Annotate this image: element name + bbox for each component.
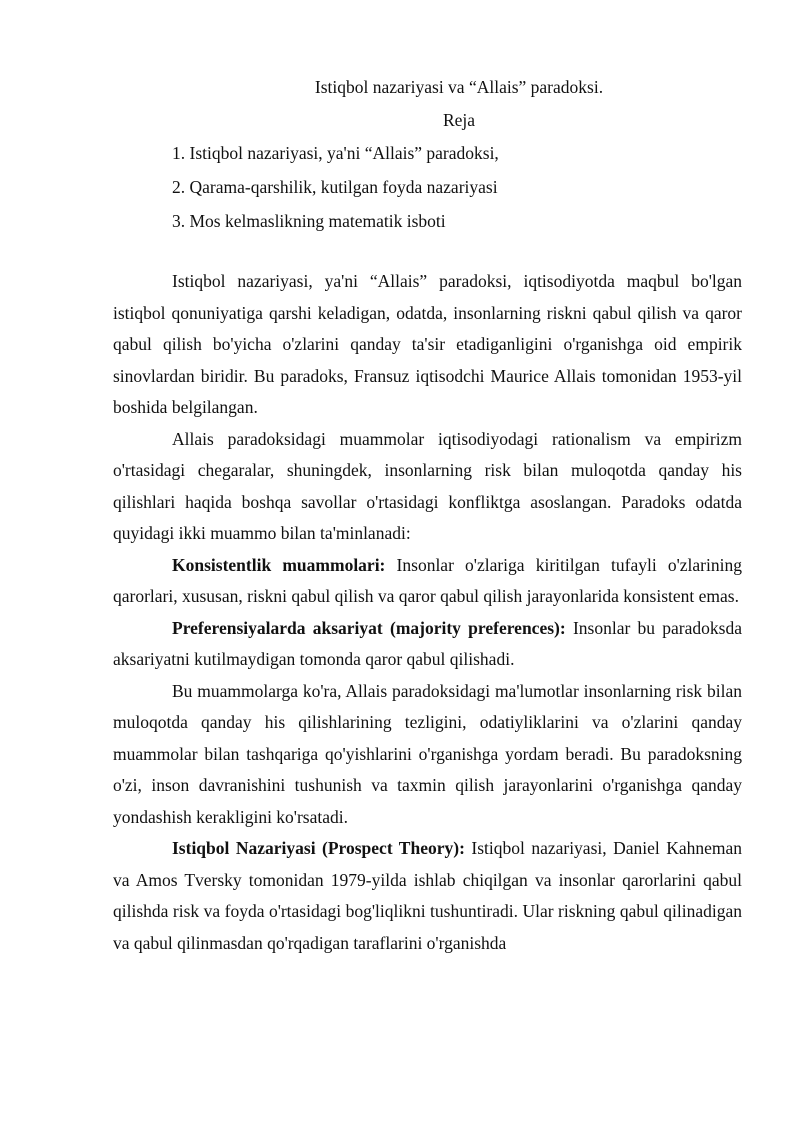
plan-item: 1. Istiqbol nazariyasi, ya'ni “Allais” paradoksi, bbox=[172, 143, 499, 163]
paragraph-lead: Preferensiyalarda aksariyat (majority preferences): bbox=[172, 617, 566, 638]
plan-heading: Reja bbox=[442, 110, 476, 130]
paragraph-text: Insonlar bu paradoksda aksariyatni kutilmaydigan tomonda qaror qabul qilishadi. bbox=[113, 617, 742, 669]
paragraph-intro bbox=[113, 266, 742, 424]
paragraph-consistency bbox=[113, 550, 742, 613]
paragraph-lead: Istiqbol Nazariyasi (Prospect Theory): bbox=[172, 838, 465, 858]
paragraph-text: Insonlar o'zlariga kiritilgan tufayli o'zlarining qarorlari, xususan, riskni qabul qilish va qaror qabul qilish jarayonlarida konsistent emas. bbox=[113, 554, 742, 606]
plan-item: 2. Qarama-qarshilik, kutilgan foyda nazariyasi bbox=[172, 177, 498, 197]
plan-list bbox=[172, 142, 772, 244]
paragraph-text: Bu muammolarga ko'ra, Allais paradoksidagi ma'lumotlar insonlarning risk bilan muloqotda qanday his qilishlarining tezligini, odatiyliklarini va o'zlarini qanday muammolar bilan tashqariga qo'yishlarini o'rganishga yordam beradi. Bu paradoksning o'zi, inson davranishini tushunish va taxmin qilish jarayonlarini o'rganishga qanday yondashish kerakligini ko'rsatadi. bbox=[113, 680, 742, 827]
paragraph-text: Allais paradoksidagi muammolar iqtisodiyodagi rationalism va empirizm o'rtasidagi chegaralar, shuningdek, insonlarning risk bilan muloqotda qanday his qilishlari haqida boshqa savollar o'rtasidagi konfliktga asoslangan. Paradoks odatda quyidagi ikki muammo bilan ta'minlanadi: bbox=[113, 428, 742, 543]
paragraph-lead: Konsistentlik muammolari: bbox=[172, 554, 386, 575]
paragraph-majority bbox=[113, 613, 742, 676]
paragraph-findings bbox=[113, 676, 742, 834]
paragraph-text: Istiqbol nazariyasi, ya'ni “Allais” paradoksi, iqtisodiyotda maqbul bo'lgan istiqbol qonuniyatiga qarshi keladigan, odatda, insonlarning riskni qabul qilish va qaror qabul qilish bo'yicha o'zlarini qanday ta'sir etadiganligini o'rganishga oid empirik sinovlardan biridir. Bu paradoks, Fransuz iqtisodchi Maurice Allais tomonidan 1953-yil boshida belgilangan. bbox=[113, 271, 742, 417]
document-body bbox=[113, 266, 742, 959]
paragraph-text: Istiqbol nazariyasi, Daniel Kahneman va Amos Tversky tomonidan 1979-yilda ishlab chiqilgan va insonlar qarorlarini qabul qilishda risk va foyda o'rtasidagi bog'liqlikni tushuntiradi. Ular riskning qabul qilinadigan va qabul qilinmasdan qo'rqadigan taraflarini o'rganishda bbox=[113, 838, 743, 953]
paragraph-prospect-theory bbox=[113, 833, 742, 959]
plan-item: 3. Mos kelmaslikning matematik isboti bbox=[172, 211, 446, 231]
paragraph-problems bbox=[113, 424, 742, 550]
document-title: Istiqbol nazariyasi va “Allais” paradoksi. bbox=[314, 77, 604, 97]
